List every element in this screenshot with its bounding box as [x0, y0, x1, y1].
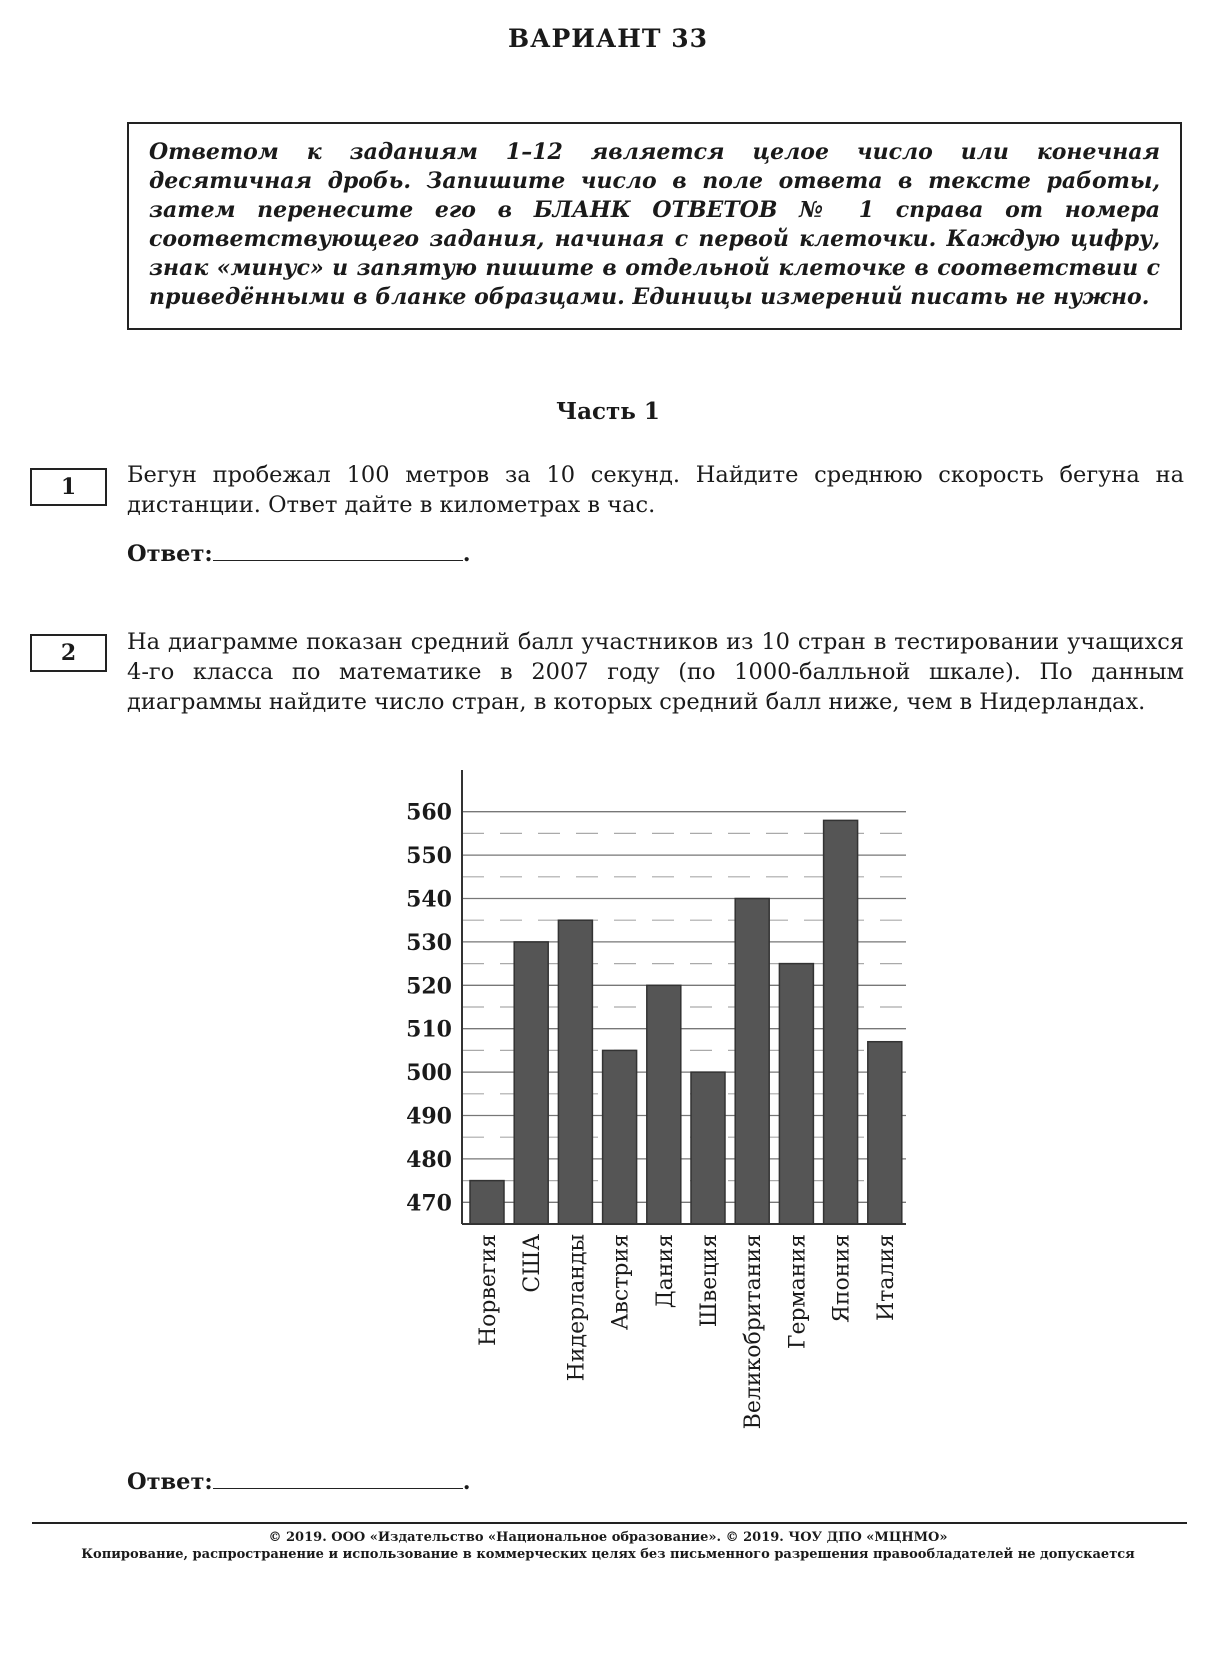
x-tick-label: США — [520, 1234, 546, 1293]
footer-copyright: © 2019. ООО «Издательство «Национальное образование». © 2019. ЧОУ ДПО «МЦНМО» — [268, 1530, 948, 1545]
x-tick-label: Италия — [873, 1234, 899, 1321]
y-tick-label: 550 — [406, 843, 452, 870]
footer-divider — [32, 1522, 1187, 1524]
bar-Швеция — [691, 1072, 725, 1224]
y-tick-label: 560 — [406, 799, 452, 826]
bar-США — [514, 942, 548, 1224]
answer-period: . — [462, 1469, 471, 1495]
y-tick-label: 500 — [406, 1060, 452, 1087]
task-text-2: На диаграмме показан средний балл участников из 10 стран в тестировании учащихся 4-го класса по математике в 2007 году (по 1000-балльной шкале). По данным диаграммы найдите число стран, в которых средний балл ниже, чем в Нидерландах. — [127, 629, 1184, 715]
y-tick-label: 520 — [406, 973, 452, 1000]
footer-notice: Копирование, распространение и использование в коммерческих целях без письменного разрешения правообладателей не допускается — [81, 1547, 1135, 1562]
task-number-1: 1 — [30, 468, 107, 506]
variant-title: ВАРИАНТ 33 — [508, 24, 708, 53]
x-tick-label: Швеция — [697, 1234, 722, 1328]
answer-label: Ответ: — [127, 541, 213, 567]
y-tick-label: 540 — [406, 886, 452, 913]
instructions-box: Ответом к заданиям 1–12 является целое число или конечная десятичная дробь. Запишите число в поле ответа в тексте работы, затем перенесите его в БЛАНК ОТВЕТОВ № 1 справа от номера соответствующего задания, начиная с первой клеточки. Каждую цифру, знак «минус» и запятую пишите в отдельной клеточке в соответствии с приведёнными в бланке образцами. Единицы измерений писать не нужно. — [127, 122, 1182, 330]
bar-Япония — [824, 820, 858, 1224]
bar-Дания — [647, 985, 681, 1224]
y-tick-label: 530 — [406, 929, 452, 956]
answer-field-1[interactable] — [213, 540, 463, 561]
part-title: Часть 1 — [556, 398, 660, 425]
bar-Германия — [779, 964, 813, 1224]
answer-1 — [127, 540, 471, 567]
bar-Нидерланды — [558, 920, 592, 1224]
x-tick-label: Норвегия — [476, 1234, 501, 1346]
task-number-2: 2 — [30, 634, 107, 672]
y-tick-label: 510 — [406, 1016, 452, 1043]
answer-period: . — [462, 541, 471, 567]
answer-2 — [127, 1468, 471, 1495]
bar-Норвегия — [470, 1181, 504, 1224]
y-tick-label: 470 — [406, 1190, 452, 1217]
y-tick-label: 480 — [406, 1146, 452, 1173]
x-tick-label: Великобритания — [741, 1234, 767, 1430]
bar-Великобритания — [735, 899, 769, 1225]
x-tick-label: Германия — [785, 1234, 811, 1350]
bar-chart — [380, 770, 920, 1450]
bar-Италия — [868, 1042, 902, 1224]
x-tick-label: Нидерланды — [564, 1234, 590, 1382]
x-tick-label: Япония — [829, 1234, 855, 1323]
answer-label: Ответ: — [127, 1469, 213, 1495]
x-tick-label: Дания — [652, 1234, 678, 1309]
x-tick-label: Австрия — [608, 1234, 634, 1331]
task-text-1: Бегун пробежал 100 метров за 10 секунд. Найдите среднюю скорость бегуна на дистанции. Ответ дайте в километрах в час. — [127, 462, 1184, 518]
answer-field-2[interactable] — [213, 1468, 463, 1489]
bar-Австрия — [603, 1050, 637, 1224]
y-tick-label: 490 — [406, 1103, 452, 1130]
